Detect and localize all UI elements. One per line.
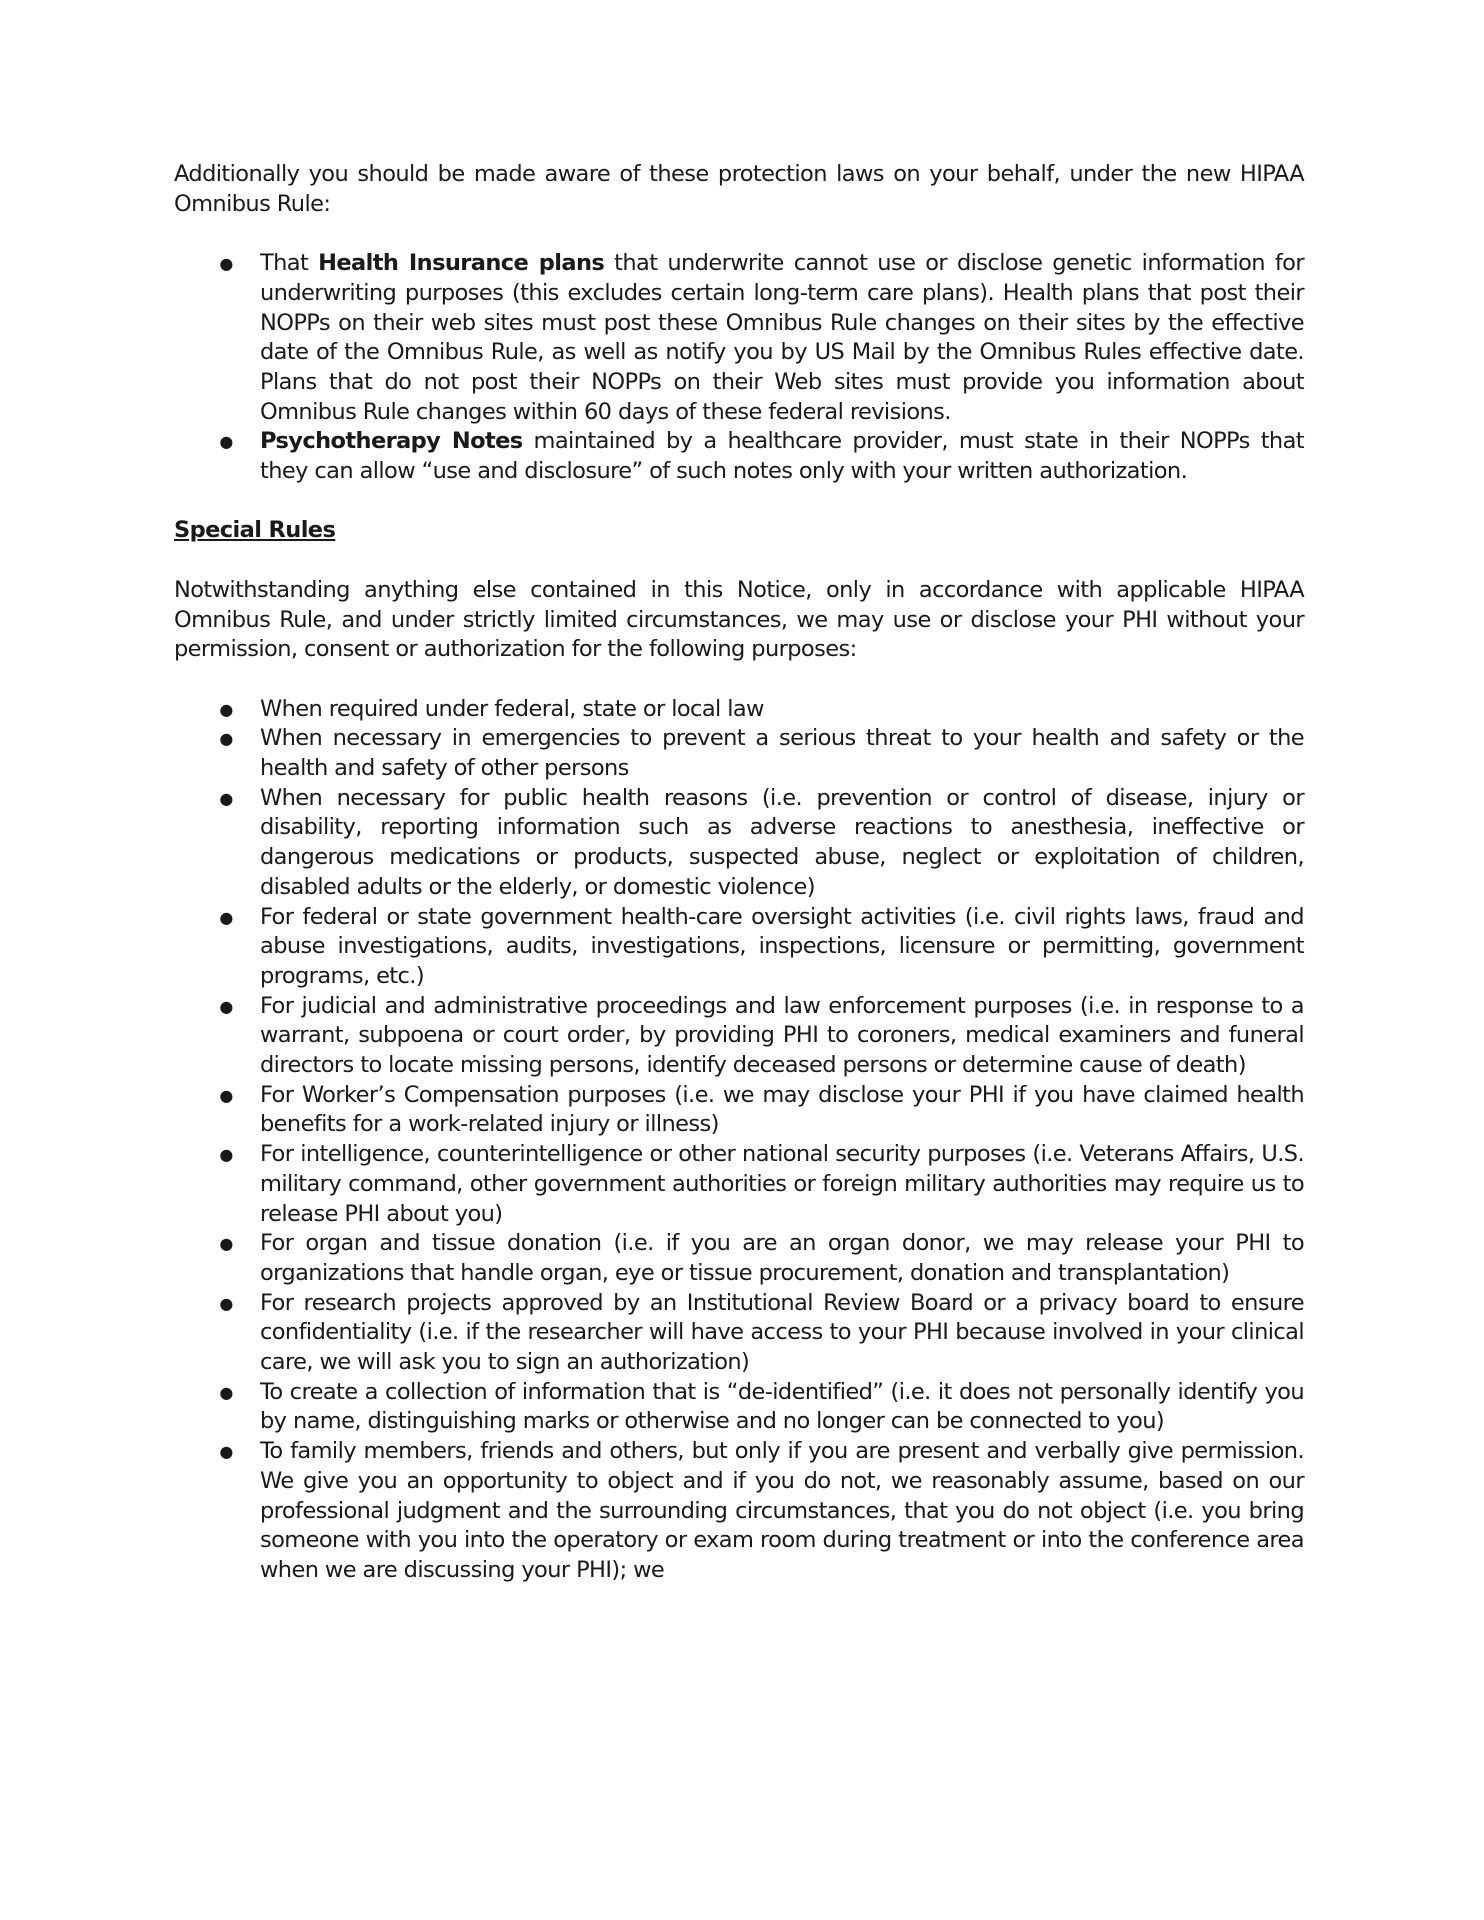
- bullet-icon: ●: [219, 432, 233, 452]
- list-item: ● To family members, friends and others, but only if you are present and verbally give permission. We give you an opportunity to object and if you do not, we reasonably assume, based on our professional judgment and the surrounding circumstances, that you do not object (i.e. you bring someone with you into the operatory or exam room during treatment or into the conference area when we are discussing your PHI); we: [174, 1437, 1304, 1586]
- list-item: ● That Health Insurance plans that underwrite cannot use or disclose genetic information for underwriting purposes (this excludes certain long-term care plans). Health plans that post their NOPPs on their web sites must post these Omnibus Rule changes on their sites by the effective date of the Omnibus Rule, as well as notify you by US Mail by the Omnibus Rules effective date. Plans that do not post their NOPPs on their Web sites must provide you information about Omnibus Rule changes within 60 days of these federal revisions.: [174, 249, 1304, 427]
- bullet-icon: ●: [219, 254, 233, 274]
- list-item: ● Psychotherapy Notes maintained by a healthcare provider, must state in their NOPPs that they can allow “use and disclosure” of such notes only with your written authorization.: [174, 427, 1304, 486]
- list-item: ● To create a collection of information that is “de-identified” (i.e. it does not personally identify you by name, distinguishing marks or otherwise and no longer can be connected to you): [174, 1378, 1304, 1437]
- bold-term: Health Insurance plans: [318, 250, 605, 277]
- bullet-icon: ●: [219, 1293, 233, 1313]
- bullet-icon: ●: [219, 1382, 233, 1402]
- list-item: ● When required under federal, state or local law: [174, 695, 1304, 725]
- list-item: ● For Worker’s Compensation purposes (i.e. we may disclose your PHI if you have claimed health benefits for a work-related injury or illness): [174, 1081, 1304, 1140]
- list-item: ● For research projects approved by an Institutional Review Board or a privacy board to ensure confidentiality (i.e. if the researcher will have access to your PHI because involved in your clinical care, we will ask you to sign an authorization): [174, 1289, 1304, 1378]
- bullet-icon: ●: [219, 699, 233, 719]
- bullet-icon: ●: [219, 729, 233, 749]
- intro-paragraph: Additionally you should be made aware of these protection laws on your behalf, under the new HIPAA Omnibus Rule:: [174, 161, 1304, 217]
- special-rules-list: [174, 695, 1304, 1586]
- list-item: ● When necessary in emergencies to prevent a serious threat to your health and safety or the health and safety of other persons: [174, 724, 1304, 783]
- bullet-icon: ●: [219, 788, 233, 808]
- bullet-icon: ●: [219, 996, 233, 1016]
- bullet-icon: ●: [219, 1145, 233, 1165]
- list-item: ● For intelligence, counterintelligence or other national security purposes (i.e. Veterans Affairs, U.S. military command, other government authorities or foreign military authorities may require us to release PHI about you): [174, 1140, 1304, 1229]
- section-heading: Special Rules: [174, 517, 336, 544]
- bullet-icon: ●: [219, 1234, 233, 1254]
- bullet-icon: ●: [219, 1442, 233, 1462]
- bullet-icon: ●: [219, 1085, 233, 1105]
- omnibus-list: [174, 249, 1304, 487]
- list-item: ● For judicial and administrative proceedings and law enforcement purposes (i.e. in response to a warrant, subpoena or court order, by providing PHI to coroners, medical examiners and funeral directors to locate missing persons, identify deceased persons or determine cause of death): [174, 992, 1304, 1081]
- document-page: [174, 160, 1304, 1586]
- bullet-icon: ●: [219, 907, 233, 927]
- special-rules-paragraph: Notwithstanding anything else contained in this Notice, only in accordance with applicable HIPAA Omnibus Rule, and under strictly limited circumstances, we may use or disclose your PHI without your permission, consent or authorization for the following purposes:: [174, 576, 1304, 663]
- list-item: ● For organ and tissue donation (i.e. if you are an organ donor, we may release your PHI to organizations that handle organ, eye or tissue procurement, donation and transplantation): [174, 1229, 1304, 1288]
- list-item: ● For federal or state government health-care oversight activities (i.e. civil rights laws, fraud and abuse investigations, audits, investigations, inspections, licensure or permitting, government programs, etc.): [174, 903, 1304, 992]
- list-item: ● When necessary for public health reasons (i.e. prevention or control of disease, injury or disability, reporting information such as adverse reactions to anesthesia, ineffective or dangerous medications or products, suspected abuse, neglect or exploitation of children, disabled adults or the elderly, or domestic violence): [174, 784, 1304, 903]
- bold-term: Psychotherapy Notes: [260, 428, 523, 455]
